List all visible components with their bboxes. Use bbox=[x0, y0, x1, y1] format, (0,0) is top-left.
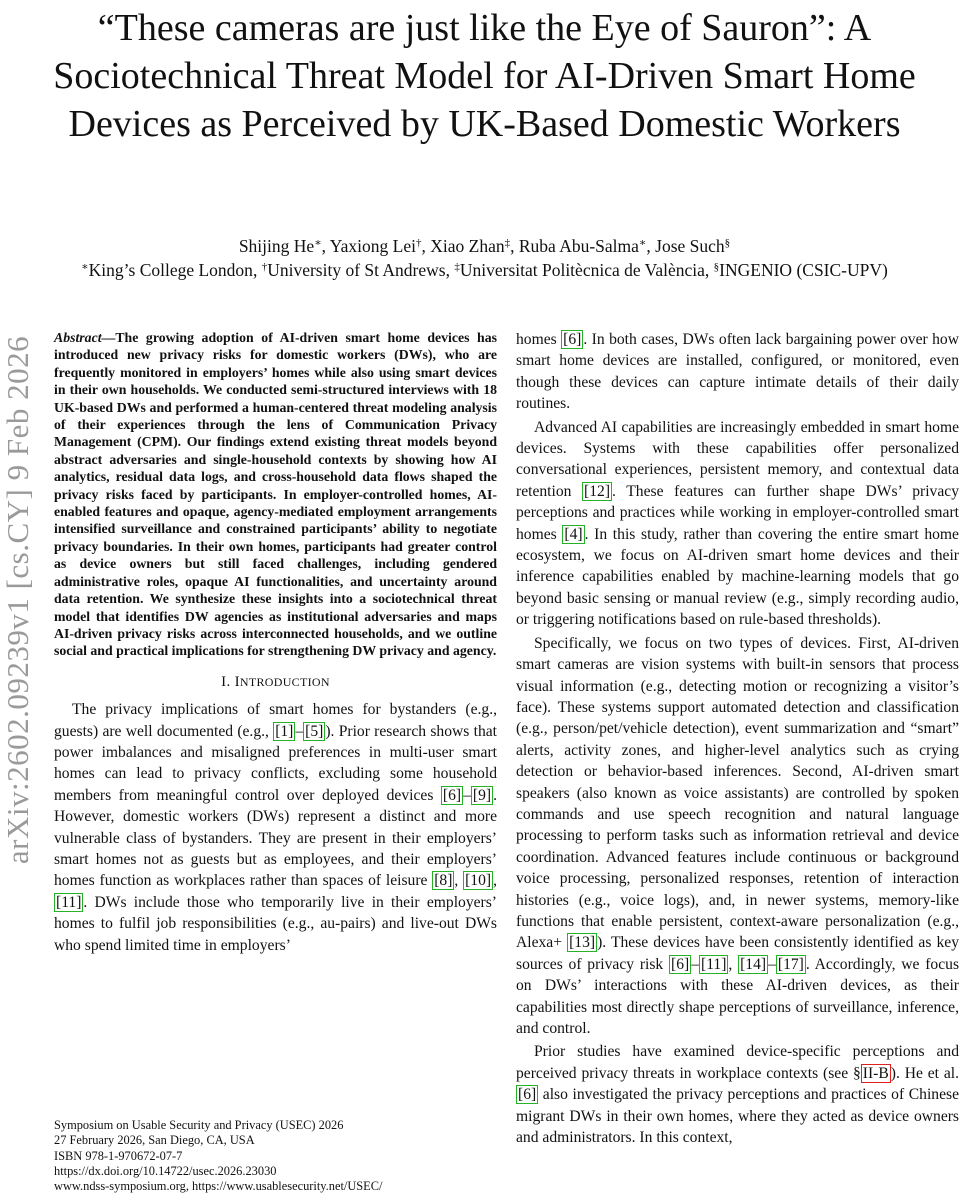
arxiv-id: arXiv:2602.09239v1 [cs.CY] 9 Feb 2026 bbox=[0, 335, 35, 865]
text-run: homes bbox=[516, 331, 562, 348]
affil-name: INGENIO (CSIC-UPV) bbox=[719, 260, 888, 280]
right-column bbox=[516, 329, 959, 1150]
footer-line: ISBN 978-1-970672-07-7 bbox=[54, 1148, 183, 1163]
citation-link[interactable]: [1] bbox=[275, 722, 294, 740]
text-run: – bbox=[768, 955, 776, 973]
citation-link[interactable]: [11] bbox=[701, 955, 727, 973]
citation-link[interactable]: [4] bbox=[564, 525, 583, 543]
author-sep: , bbox=[646, 236, 656, 256]
text-run: ). He et al. bbox=[890, 1064, 960, 1082]
body-paragraph bbox=[516, 417, 959, 631]
affil-sep: , bbox=[445, 260, 455, 280]
author-mark: ∗ bbox=[314, 237, 322, 249]
arxiv-stamp bbox=[2, 300, 34, 900]
citation-link[interactable]: [9] bbox=[472, 786, 492, 804]
text-run: , bbox=[454, 872, 464, 890]
text-run: . In both cases, DWs often lack bargaining power over how smart home devices are installed, configured, or monitored, even though these devices can capture intimate details of their daily routines. bbox=[516, 331, 959, 413]
text-run: Prior studies have examined device-specific perceptions and perceived privacy threats in workplace contexts (see § bbox=[516, 1043, 959, 1082]
conference-footer bbox=[54, 1118, 497, 1194]
abstract-text: —The growing adoption of AI-driven smart home devices has introduced new privacy risks for domestic workers (DWs), who are frequently monitored in employers’ homes while also using smart devices in their own households. We conducted semi-structured interviews with 18 UK-based DWs and performed a human-centered threat modeling analysis of their experiences through the lens of Communication Privacy Management (CPM). Our findings extend existing threat models beyond abstract adversaries and single-household contexts by showing how AI analytics, residual data logs, and cross-household data flows shaped the privacy risks faced by participants. In employer-controlled homes, AI-enabled features and opaque, agency-mediated employment arrangements intensified surveillance and constrained participants’ ability to negotiate privacy boundaries. In their own homes, participants had greater control as device owners but still faced challenges, including gendered administrative roles, opaque AI functionalities, and uncertainty around data retention. We synthesize these insights into a sociotechnical threat model that identifies DW agencies as institutional adversaries and maps AI-driven privacy risks across interconnected households, and we outline social and practical implications for strengthening DW privacy and agency. bbox=[54, 330, 497, 659]
author-name: Jose Such bbox=[655, 236, 725, 256]
author-name: Xiao Zhan bbox=[430, 236, 505, 256]
affil-mark: § bbox=[713, 261, 720, 273]
text-run: ). Prior research shows that power imbalances and misaligned preferences in multi-user smart homes can lead to privacy conflicts, excluding some household members from meaningful control over deployed devices bbox=[54, 722, 497, 804]
author-name: Yaxiong Lei bbox=[329, 236, 416, 256]
affiliation-list bbox=[0, 258, 969, 282]
text-run: . These features can further shape DWs’ privacy perceptions and practices while working in employer-controlled smart homes bbox=[516, 482, 959, 543]
author-name: Ruba Abu-Salma bbox=[518, 236, 639, 256]
text-run: . Accordingly, we focus on DWs’ interactions with these AI-driven devices, as their capabilities most directly shape perceptions of surveillance, inference, and control. bbox=[516, 955, 960, 1037]
author-list bbox=[0, 234, 969, 258]
text-run: . In this study, rather than covering the entire smart home ecosystem, we focus on AI-driven smart home devices and their inference capabilities enabled by machine-learning models that go beyond basic sensing or manual review (e.g., simply recording audio, or triggering notifications based on rule-based thresholds). bbox=[516, 525, 959, 629]
affil-name: University of St Andrews bbox=[267, 260, 446, 280]
text-run: Specifically, we focus on two types of devices. First, AI-driven smart cameras are vision systems with built-in sensors that process visual information (e.g., detecting motion or recognizing a visitor’s face). These systems support automated detection and classification (e.g., person/pet/vehicle detection), event summarization and “smart” alerts, activity zones, and higher-level analytics such as crying detection or behavior-based inferences. Second, AI-driven smart speakers (also known as voice assistants) are controlled by spoken commands and use speech recognition and natural language processing to perform tasks such as information retrieval and device coordination. Advanced features include continuous or background voice processing, personalized responses, retention of interaction histories (e.g., voice logs), and, in newer systems, memory-like functions that enable persistent, context-aware personalization (e.g., Alexa+ bbox=[516, 634, 959, 952]
text-run: Advanced AI capabilities are increasingly embedded in smart home devices. Systems with these capabilities offer personalized conversational experiences, persistent memory, and contextual data retention bbox=[516, 418, 959, 500]
citation-link[interactable]: [13] bbox=[569, 934, 596, 952]
citation-link[interactable]: [8] bbox=[434, 872, 453, 890]
left-column bbox=[54, 329, 497, 958]
text-run: – bbox=[463, 786, 471, 804]
citation-link[interactable]: [6] bbox=[671, 955, 690, 973]
text-run: ). These devices have been consistently identified as key sources of privacy risk bbox=[516, 934, 959, 973]
section-reference-link[interactable]: II-B bbox=[862, 1064, 889, 1082]
section-number: I. bbox=[221, 673, 235, 690]
affil-sep: , bbox=[704, 260, 714, 280]
citation-link[interactable]: [6] bbox=[442, 786, 462, 804]
author-mark: ‡ bbox=[504, 237, 511, 249]
text-run: . However, domestic workers (DWs) represent a distinct and more vulnerable class of bystanders. They are present in their employers’ smart homes not as guests but as employees, and their employers’ homes function as workplaces rather than spaces of leisure bbox=[54, 786, 497, 890]
footer-line: 27 February 2026, San Diego, CA, USA bbox=[54, 1133, 255, 1148]
text-run: also investigated the privacy perceptions and practices of Chinese migrant DWs in their own homes, where they acted as device owners and administrators. In this context, bbox=[516, 1086, 959, 1147]
author-mark: ∗ bbox=[638, 237, 647, 249]
footer-line: Symposium on Usable Security and Privacy (USEC) 2026 bbox=[54, 1118, 344, 1132]
text-run: – bbox=[295, 722, 304, 740]
section-first-letter: I bbox=[234, 673, 240, 690]
text-run: . DWs include those who temporarily live in their employers’ homes to fulfil job responsibilities (e.g., au-pairs) and live-out DWs who spend limited time in employers’ bbox=[54, 893, 497, 954]
footer-urls[interactable]: www.ndss-symposium.org, https://www.usablesecurity.net/USEC/ bbox=[54, 1179, 383, 1194]
text-run: – bbox=[691, 955, 699, 973]
citation-link[interactable]: [17] bbox=[777, 955, 804, 973]
text-run: , bbox=[493, 872, 497, 890]
affil-mark: ∗ bbox=[81, 261, 89, 273]
citation-link[interactable]: [6] bbox=[518, 1086, 537, 1104]
citation-link[interactable]: [10] bbox=[465, 872, 492, 890]
section-heading-introduction bbox=[54, 672, 497, 693]
citation-link[interactable]: [12] bbox=[584, 482, 611, 500]
citation-link[interactable]: [11] bbox=[56, 893, 82, 911]
citation-link[interactable]: [6] bbox=[563, 331, 582, 348]
section-rest: NTRODUCTION bbox=[239, 674, 330, 689]
author-sep: , bbox=[321, 236, 330, 256]
paper-title: “These cameras are just like the Eye of Sauron”: A Sociotechnical Threat Model for AI-Driven Smart Home Devices as Perceived by UK-Based Domestic Workers bbox=[53, 7, 916, 145]
intro-paragraph bbox=[54, 699, 497, 956]
affil-mark: † bbox=[261, 261, 268, 273]
body-paragraph bbox=[516, 329, 959, 415]
affil-mark: ‡ bbox=[454, 261, 460, 273]
body-paragraph bbox=[516, 633, 959, 1040]
citation-link[interactable]: [14] bbox=[740, 955, 767, 973]
footer-doi-link[interactable]: https://dx.doi.org/10.14722/usec.2026.23030 bbox=[54, 1163, 277, 1178]
author-sep: , bbox=[421, 236, 431, 256]
affil-name: King’s College London bbox=[88, 260, 253, 280]
text-run: , bbox=[728, 955, 739, 973]
author-sep: , bbox=[510, 236, 519, 256]
author-mark: § bbox=[724, 237, 731, 249]
abstract-label: Abstract bbox=[54, 330, 102, 345]
affil-name: Universitat Politècnica de València bbox=[459, 260, 705, 280]
text-run: The privacy implications of smart homes for bystanders (e.g., guests) are well documented (e.g., bbox=[54, 701, 497, 740]
author-name: Shijing He bbox=[238, 236, 315, 256]
citation-link[interactable]: [5] bbox=[305, 722, 324, 740]
affil-sep: , bbox=[252, 260, 262, 280]
abstract bbox=[54, 329, 497, 660]
body-paragraph bbox=[516, 1041, 959, 1148]
author-mark: † bbox=[416, 237, 422, 249]
